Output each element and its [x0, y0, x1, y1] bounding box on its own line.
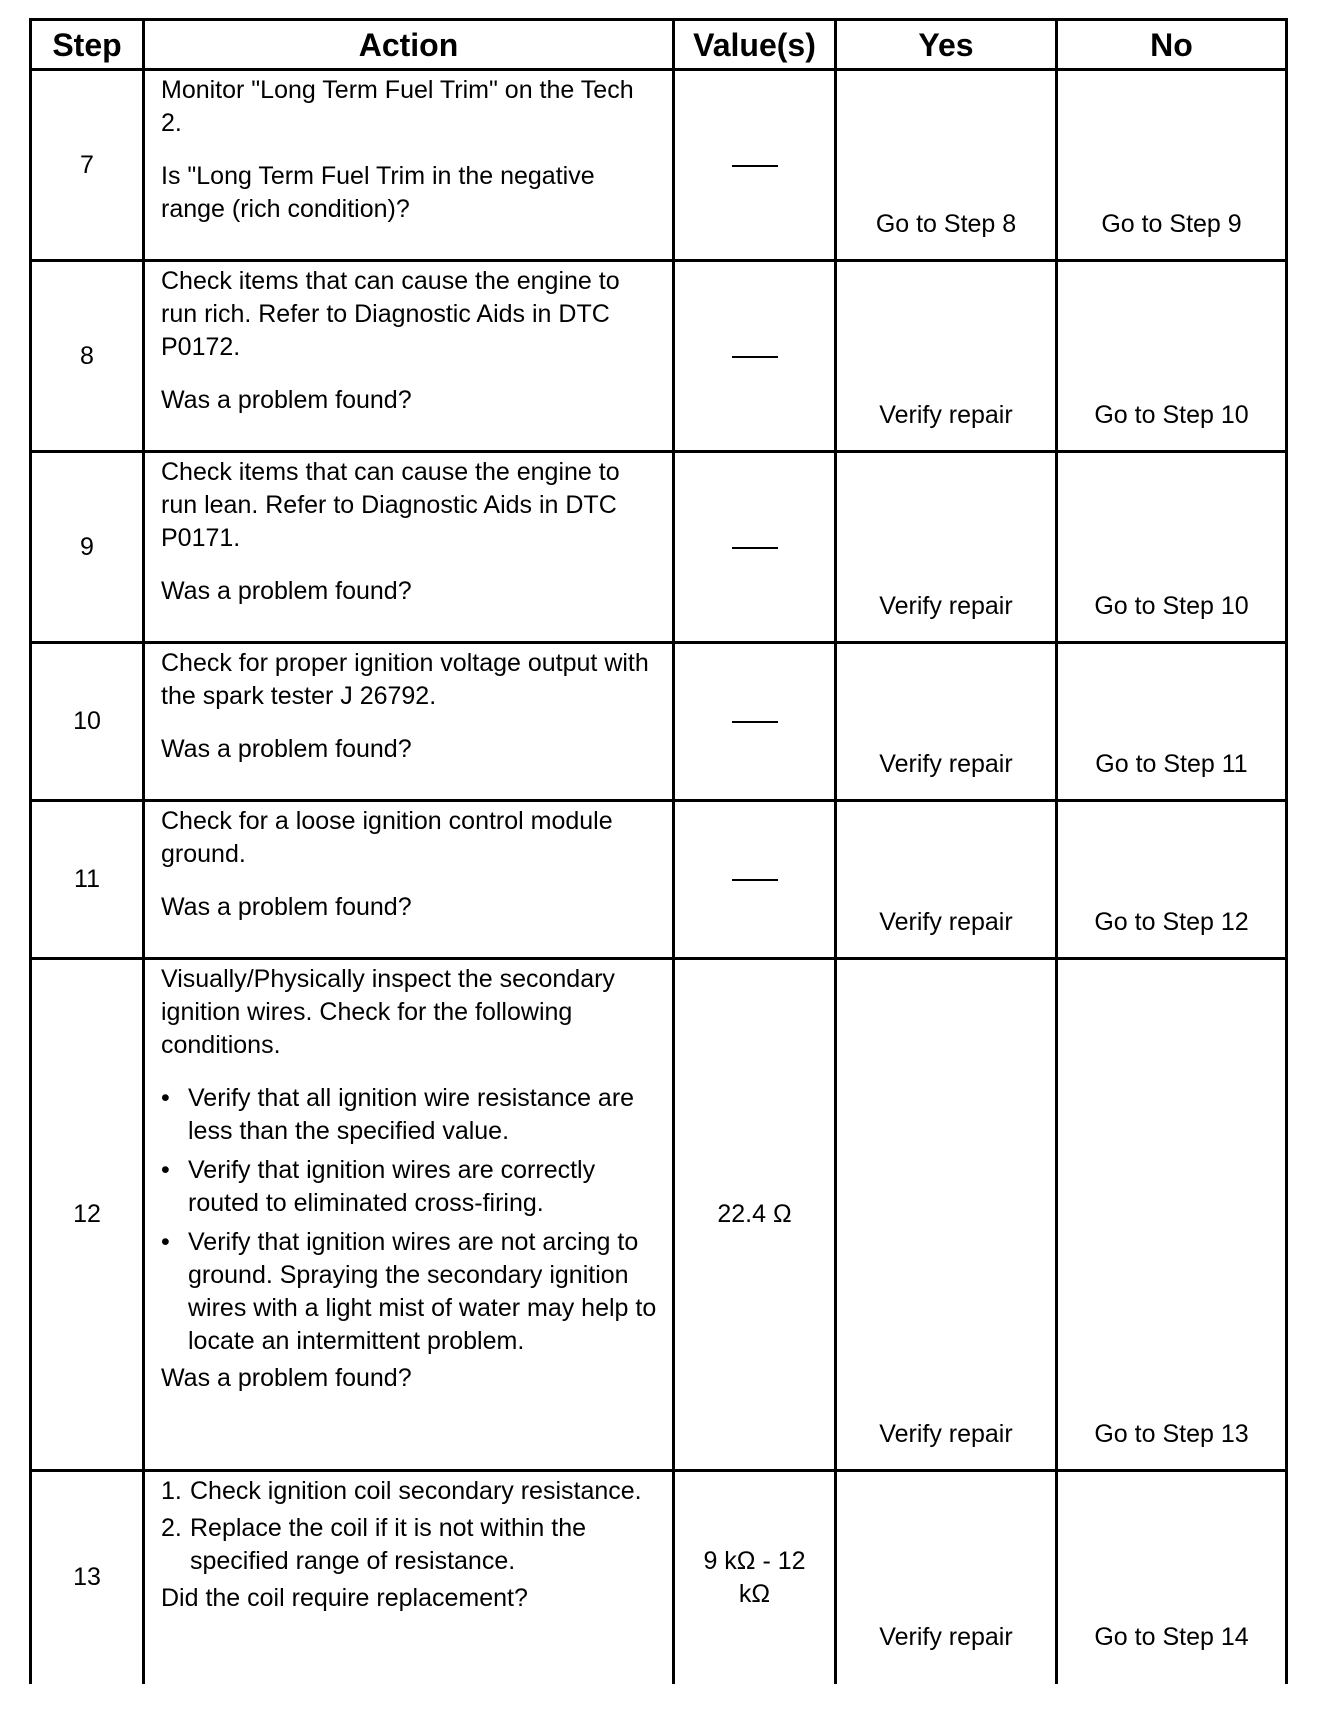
no-value-dash	[732, 721, 778, 723]
yes-result: Verify repair	[879, 1420, 1013, 1448]
action-cell	[144, 801, 674, 959]
action-text: Check for a loose ignition control module ground.	[161, 807, 613, 868]
no-result: Go to Step 14	[1094, 1622, 1249, 1651]
value-cell	[674, 261, 836, 452]
item-text: Check ignition coil secondary resistance.	[190, 1477, 642, 1505]
numbered-item	[161, 1512, 658, 1578]
yes-cell	[836, 959, 1057, 1471]
yes-result: Verify repair	[879, 750, 1013, 778]
action-cell	[144, 261, 674, 452]
value-text: 9 kΩ - 12 kΩ	[703, 1546, 806, 1608]
action-text: Visually/Physically inspect the secondary ignition wires. Check for the following conditions.	[161, 965, 615, 1059]
no-result: Go to Step 13	[1094, 1420, 1249, 1448]
yes-cell	[836, 261, 1057, 452]
table-row	[31, 70, 1287, 261]
header-values: Value(s)	[674, 20, 836, 70]
action-question: Was a problem found?	[161, 577, 412, 605]
yes-cell	[836, 1471, 1057, 1684]
value-cell	[674, 801, 836, 959]
no-cell	[1057, 261, 1287, 452]
header-step: Step	[31, 20, 144, 70]
action-question: Was a problem found?	[161, 735, 412, 763]
no-cell	[1057, 643, 1287, 801]
table-row	[31, 452, 1287, 643]
yes-result: Verify repair	[879, 592, 1013, 620]
yes-result: Verify repair	[879, 401, 1013, 429]
item-number: 1.	[161, 1477, 182, 1505]
table-row	[31, 959, 1287, 1471]
table-row	[31, 643, 1287, 801]
action-question: Was a problem found?	[161, 1364, 412, 1392]
bullet-mark: •	[161, 1156, 170, 1184]
bullet-item	[161, 1154, 658, 1220]
yes-cell	[836, 452, 1057, 643]
action-cell	[144, 643, 674, 801]
step-number: 11	[31, 801, 144, 959]
action-text: Check for proper ignition voltage output with the spark tester J 26792.	[161, 649, 649, 710]
step-number: 12	[31, 959, 144, 1471]
numbered-item	[161, 1475, 658, 1508]
yes-result: Go to Step 8	[875, 210, 1017, 238]
no-result: Go to Step 10	[1094, 592, 1249, 620]
header-row	[31, 20, 1287, 70]
action-cell	[144, 959, 674, 1471]
yes-cell	[836, 801, 1057, 959]
action-question: Was a problem found?	[161, 893, 412, 921]
value-cell	[674, 959, 836, 1471]
no-cell	[1057, 452, 1287, 643]
step-number: 7	[31, 70, 144, 261]
bullet-mark: •	[161, 1228, 170, 1256]
no-cell	[1057, 801, 1287, 959]
action-question: Is "Long Term Fuel Trim in the negative range (rich condition)?	[161, 162, 595, 223]
no-result: Go to Step 9	[1101, 210, 1242, 238]
value-cell	[674, 452, 836, 643]
bullet-item	[161, 1226, 658, 1358]
diagnostic-table-container	[29, 18, 1285, 1684]
value-text: 22.4 Ω	[717, 1200, 792, 1228]
value-cell	[674, 70, 836, 261]
step-number: 8	[31, 261, 144, 452]
diagnostic-table	[29, 18, 1288, 1684]
table-row	[31, 801, 1287, 959]
no-cell	[1057, 1471, 1287, 1684]
value-cell	[674, 643, 836, 801]
bullet-text: Verify that ignition wires are not arcing to ground. Spraying the secondary ignition wires with a light mist of water may help to locate an intermittent problem.	[188, 1228, 657, 1355]
no-result: Go to Step 11	[1095, 750, 1248, 778]
no-result: Go to Step 12	[1094, 908, 1249, 936]
value-cell	[674, 1471, 836, 1684]
action-cell	[144, 452, 674, 643]
header-no: No	[1057, 20, 1287, 70]
item-text: Replace the coil if it is not within the specified range of resistance.	[190, 1514, 587, 1575]
no-value-dash	[732, 547, 778, 549]
table-row	[31, 1471, 1287, 1684]
step-number: 9	[31, 452, 144, 643]
item-number: 2.	[161, 1514, 182, 1542]
no-result: Go to Step 10	[1094, 401, 1249, 429]
yes-result: Verify repair	[879, 1622, 1013, 1651]
action-text: Check items that can cause the engine to run lean. Refer to Diagnostic Aids in DTC P0171.	[161, 458, 620, 552]
no-value-dash	[732, 879, 778, 881]
action-text: Monitor "Long Term Fuel Trim" on the Tech 2.	[161, 76, 634, 137]
action-cell	[144, 1471, 674, 1684]
action-question: Did the coil require replacement?	[161, 1584, 528, 1612]
step-number: 10	[31, 643, 144, 801]
no-cell	[1057, 959, 1287, 1471]
action-question: Was a problem found?	[161, 386, 412, 414]
header-action: Action	[144, 20, 674, 70]
bullet-mark: •	[161, 1084, 170, 1112]
table-row	[31, 261, 1287, 452]
yes-cell	[836, 70, 1057, 261]
no-value-dash	[732, 356, 778, 358]
header-yes: Yes	[836, 20, 1057, 70]
yes-result: Verify repair	[879, 908, 1013, 936]
action-text: Check items that can cause the engine to run rich. Refer to Diagnostic Aids in DTC P0172.	[161, 267, 620, 361]
no-cell	[1057, 70, 1287, 261]
action-cell	[144, 70, 674, 261]
yes-cell	[836, 643, 1057, 801]
bullet-text: Verify that ignition wires are correctly routed to eliminated cross-firing.	[188, 1156, 596, 1217]
bullet-item	[161, 1082, 658, 1148]
no-value-dash	[732, 165, 778, 167]
step-number: 13	[31, 1471, 144, 1684]
bullet-text: Verify that all ignition wire resistance are less than the specified value.	[188, 1084, 635, 1145]
